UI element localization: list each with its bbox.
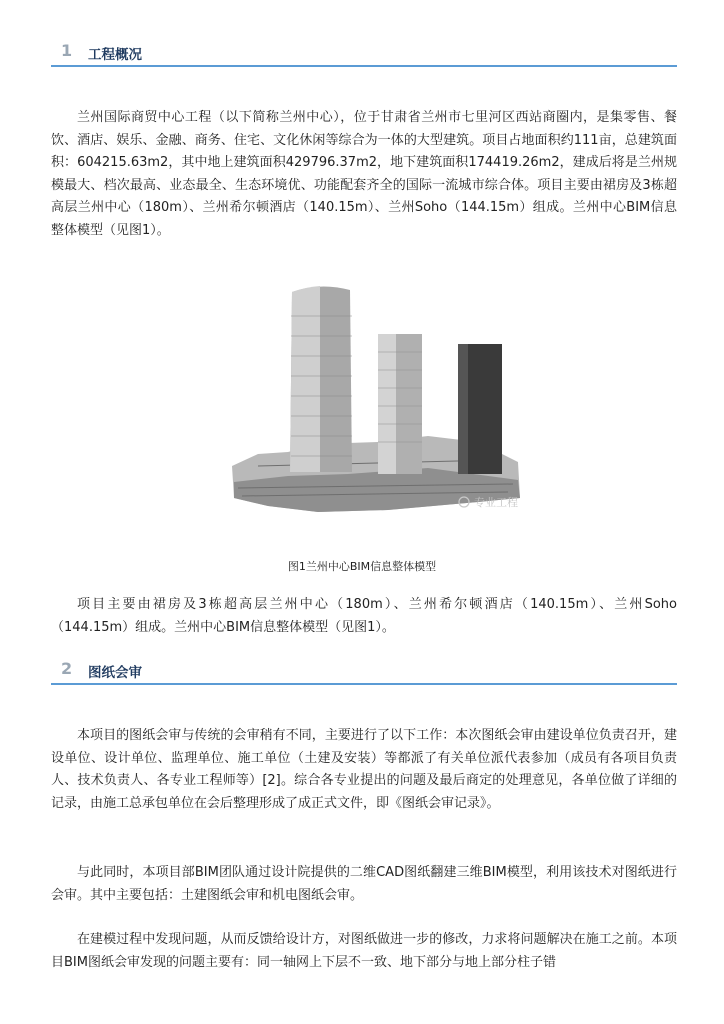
section-header-2 <box>51 659 677 685</box>
paragraph: 本项目的图纸会审与传统的会审稍有不同，主要进行了以下工作：本次图纸会审由建设单位负责召开，建设单位、设计单位、监理单位、施工单位（土建及安装）等都派了有关单位派代表参加（成员有各项目负责人、技术负责人、各专业工程师等）[2]。综合各专业提出的问题及最后商定的处理意见，各单位做了详细的记录，由施工总承包单位在会后整理形成了成正式文件，即《图纸会审记录》。 <box>51 728 677 811</box>
section-header-1 <box>51 41 677 67</box>
section-title: 图纸会审 <box>88 665 142 681</box>
section-title: 工程概况 <box>88 47 142 63</box>
section-number: 1 <box>61 41 73 60</box>
figure-watermark: 专业工程 <box>474 496 518 509</box>
paragraph: 兰州国际商贸中心工程（以下简称兰州中心），位于甘肃省兰州市七里河区西站商圈内，是集零售、餐饮、酒店、娱乐、金融、商务、住宅、文化休闲等综合为一体的大型建筑。项目占地面积约111亩，总建筑面积：604215.63m2，其中地上建筑面积429796.37m2，地下建筑面积174419.26m2，建成后将是兰州规模最大、档次最高、业态最全、生态环境优、功能配套齐全的国际一流城市综合体。项目主要由裙房及3栋超高层兰州中心（180m）、兰州希尔顿酒店（140.15m）、兰州Soho（144.15m）组成。兰州中心BIM信息整体模型（见图1）。 <box>51 110 677 238</box>
bim-model-illustration <box>228 276 532 520</box>
building-model-figure <box>228 276 532 520</box>
figure-caption: 图1兰州中心BIM信息整体模型 <box>287 560 437 573</box>
paragraph: 项目主要由裙房及3栋超高层兰州中心（180m）、兰州希尔顿酒店（140.15m）、兰州Soho（144.15m）组成。兰州中心BIM信息整体模型（见图1）。 <box>51 597 677 635</box>
paragraph: 在建模过程中发现问题，从而反馈给设计方，对图纸做进一步的修改，力求将问题解决在施工之前。本项目BIM图纸会审发现的问题主要有：同一轴网上下层不一致、地下部分与地上部分柱子错 <box>51 932 677 970</box>
paragraph: 与此同时，本项目部BIM团队通过设计院提供的二维CAD图纸翻建三维BIM模型，利用该技术对图纸进行会审。其中主要包括：土建图纸会审和机电图纸会审。 <box>51 865 677 903</box>
section-number: 2 <box>61 659 73 678</box>
